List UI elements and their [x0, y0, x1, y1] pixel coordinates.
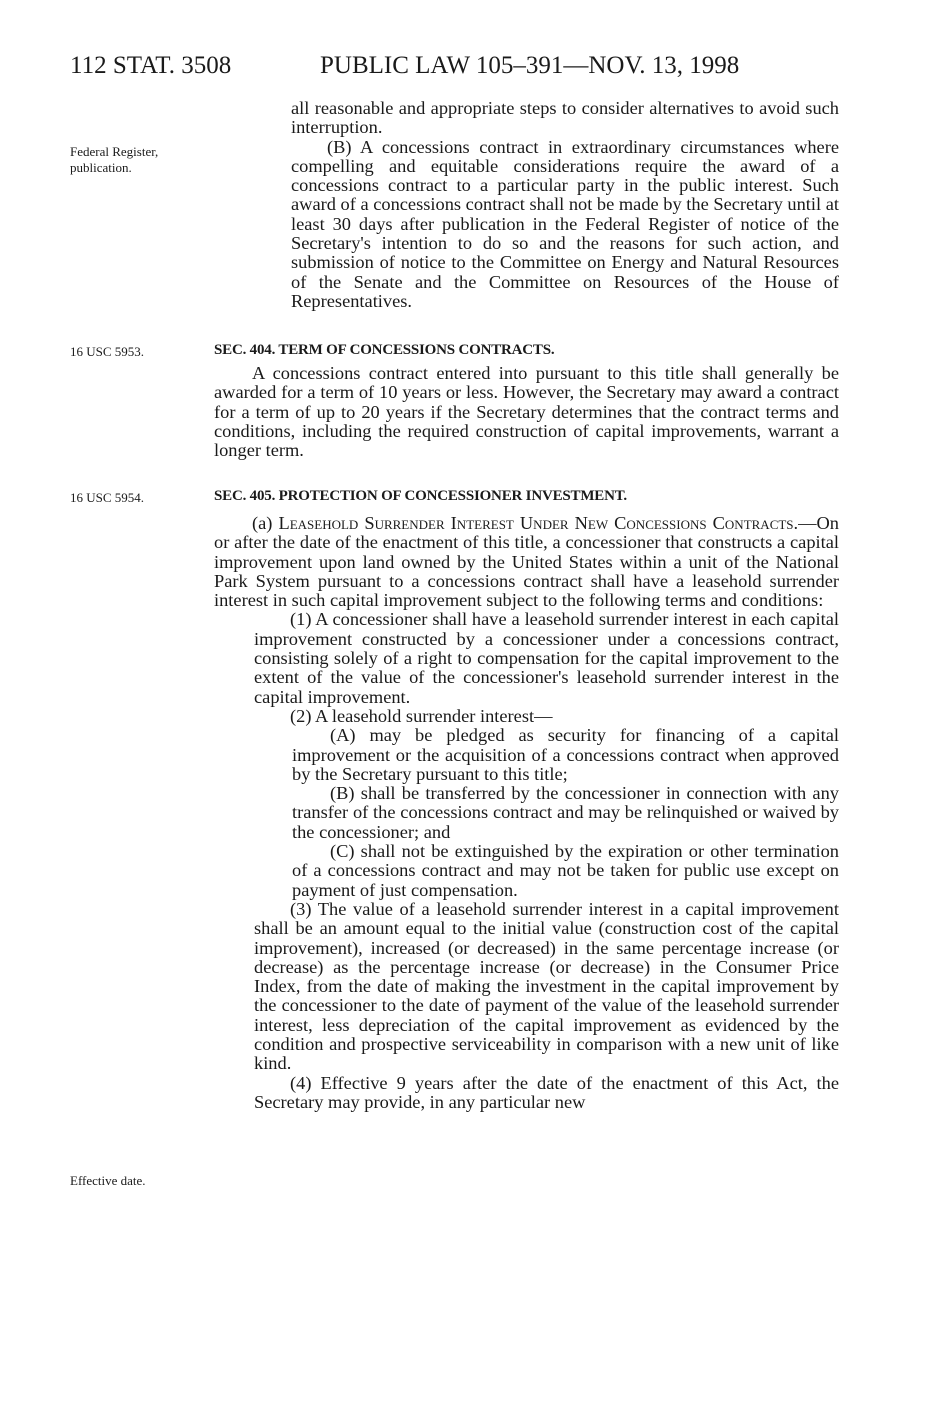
- subparagraph-2c: (C) shall not be extinguished by the expiration or other termination of a concessions contract and may not be taken for public use except on payment of just compensation.: [292, 841, 839, 900]
- paragraph-2: (2) A leasehold surrender interest—: [290, 705, 553, 726]
- subsection-a: [214, 514, 839, 610]
- paragraph-3: (3) The value of a leasehold surrender interest in a capital improvement shall be an amount equal to the initial value (construction cost of the capital improvement), increased (or decreased) in the same percentage increase (or decrease) as the percentage increase (or decrease) in the Consumer Price Index, from the date of making the investment in the capital improvement by the concessioner to the date of payment of the value of the leasehold surrender interest, less depreciation of the capital improvement as evidenced by the condition and prospective serviceability in comparison with a new unit of like kind.: [254, 898, 839, 1074]
- section-405-heading: SEC. 405. PROTECTION OF CONCESSIONER INVESTMENT.: [214, 488, 627, 504]
- section-404-heading: SEC. 404. TERM OF CONCESSIONS CONTRACTS.: [214, 342, 555, 358]
- paragraph-4: (4) Effective 9 years after the date of the enactment of this Act, the Secretary may provide, in any particular new: [254, 1072, 839, 1112]
- paragraph-block-1: [214, 99, 839, 311]
- section-405-body: [214, 514, 839, 1112]
- section-404-text: A concessions contract entered into pursuant to this title shall generally be awarded for a term of 10 years or less. However, the Secretary may award a contract for a term of up to 20 years if the Secretary determines that the contract terms and conditions, including the required construction of capital improvements, warrant a longer term.: [214, 363, 839, 461]
- subparagraph-2b: (B) shall be transferred by the concessioner in connection with any transfer of the concessions contract and may be relinquished or waived by the concessioner; and: [292, 783, 839, 842]
- subsection-a-text: —On or after the date of the enactment of this title, a concessioner that constructs a capital improvement upon land owned by the United States within a unit of the National Park System pursuant to a concessions contract shall have a leasehold surrender interest in such capital improvement subject to the following terms and conditions:: [214, 513, 840, 611]
- margin-note-usc-5953: 16 USC 5953.: [70, 344, 145, 359]
- continuation-paragraph: all reasonable and appropriate steps to consider alternatives to avoid such interruption.: [291, 98, 839, 138]
- page-stat-citation: 112 STAT. 3508: [70, 52, 232, 79]
- section-404-body: [214, 364, 839, 460]
- margin-note-usc-5954: 16 USC 5954.: [70, 490, 145, 505]
- margin-note-federal-register: Federal Register,: [70, 144, 159, 159]
- subparagraph-b: (B) A concessions contract in extraordinary circumstances where compelling and equitable considerations require the award of a concessions contract to a particular party in the public interest. Such award of a concessions contract shall not be made by the Secretary until at least 30 days after publication in the Federal Register of notice of the Secretary's intention to do so and the reasons for such action, and submission of notice to the Committee on Energy and Natural Resources of the Senate and the Committee on Resources of the House of Representatives.: [291, 136, 839, 311]
- page-law-header: PUBLIC LAW 105–391—NOV. 13, 1998: [320, 52, 740, 79]
- subsection-a-title: Leasehold Surrender Interest Under New Concessions Contracts.: [278, 513, 799, 533]
- subparagraph-2a: (A) may be pledged as security for financing of a capital improvement or the acquisition of a concessions contract when approved by the Secretary pursuant to this title;: [292, 725, 839, 784]
- margin-note-publication: publication.: [70, 160, 132, 175]
- margin-note-effective-date: Effective date.: [70, 1173, 146, 1188]
- subsection-a-label: (a): [252, 513, 279, 533]
- paragraph-1: (1) A concessioner shall have a leasehold surrender interest in each capital improvement constructed by a concessioner under a concessions contract, consisting solely of a right to compensation for the capital improvement to the extent of the value of the concessioner's leasehold surrender interest in the capital improvement.: [254, 609, 839, 707]
